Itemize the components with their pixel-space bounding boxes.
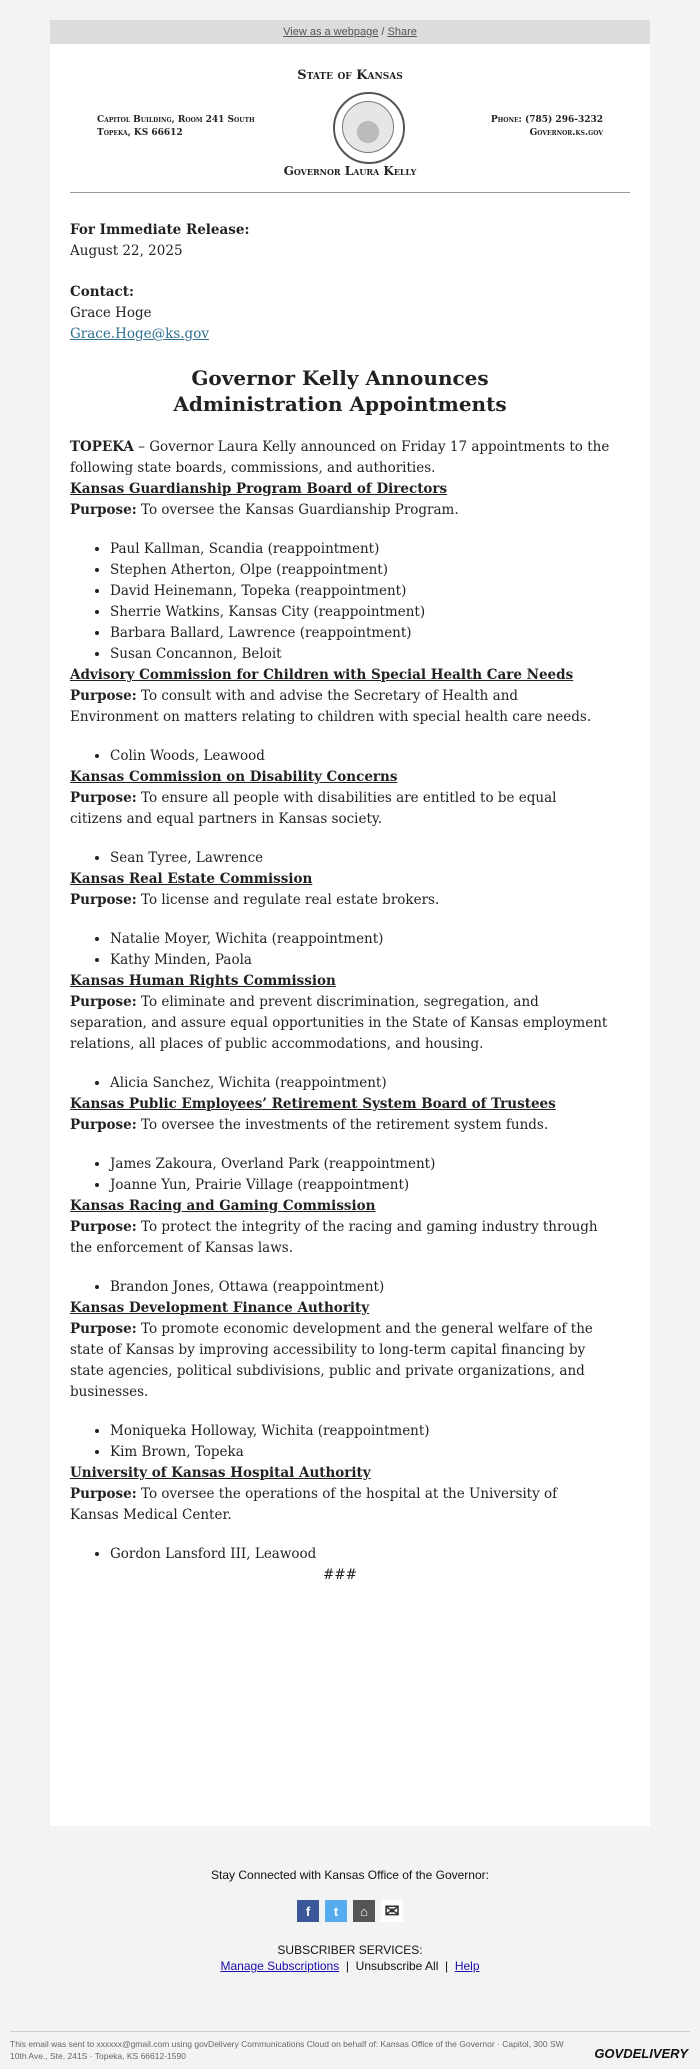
seal-inner-ring bbox=[342, 101, 394, 153]
end-mark: ### bbox=[323, 1567, 357, 1583]
purpose-text: To eliminate and prevent discrimination, segregation, and separation, and assure equal opportunities in the State of Kansas employment relations, all places of public accommodations, and housing. bbox=[70, 994, 608, 1052]
section-title: Advisory Commission for Children with Special Health Care Needs bbox=[70, 667, 574, 683]
appointee-list bbox=[70, 1277, 610, 1298]
appointee-list bbox=[70, 1421, 610, 1463]
appointee-list bbox=[70, 1154, 610, 1196]
state-heading: State of Kansas bbox=[297, 68, 403, 83]
intro-text: – Governor Laura Kelly announced on Friday 17 appointments to the following state boards, commissions, and authorities. bbox=[70, 439, 610, 476]
section-title: Kansas Human Rights Commission bbox=[70, 973, 336, 989]
intro-paragraph bbox=[70, 437, 610, 479]
section-purpose bbox=[70, 992, 610, 1055]
subscriber-services bbox=[0, 1942, 700, 1974]
email-footer bbox=[0, 1868, 700, 1974]
purpose-text: To protect the integrity of the racing and gaming industry through the enforcement of Kansas laws. bbox=[70, 1219, 598, 1256]
appointee-list bbox=[70, 848, 610, 869]
page-title bbox=[70, 365, 610, 417]
website: Governor.ks.gov bbox=[529, 128, 603, 138]
appointee-item: • Kathy Minden, Paola bbox=[110, 950, 610, 971]
purpose-text: To license and regulate real estate brokers. bbox=[136, 892, 440, 908]
purpose-label: Purpose: bbox=[70, 892, 137, 908]
help-link[interactable]: Help bbox=[454, 1959, 480, 1973]
purpose-label: Purpose: bbox=[70, 994, 137, 1010]
capitol-address bbox=[97, 114, 255, 140]
governor-name: Governor Laura Kelly bbox=[283, 164, 417, 178]
topbar-separator: / bbox=[378, 26, 388, 38]
twitter-icon[interactable]: t bbox=[325, 1900, 347, 1922]
section-purpose bbox=[70, 1484, 610, 1526]
purpose-text: To ensure all people with disabilities are entitled to be equal citizens and equal partners in Kansas society. bbox=[70, 790, 557, 827]
section-title: Kansas Guardianship Program Board of Directors bbox=[70, 481, 448, 497]
subscriber-services-label: SUBSCRIBER SERVICES: bbox=[277, 1943, 423, 1957]
purpose-label: Purpose: bbox=[70, 1321, 137, 1337]
letterhead bbox=[70, 44, 630, 194]
title-line-1: Governor Kelly Announces bbox=[191, 366, 489, 390]
section-purpose bbox=[70, 500, 610, 521]
appointee-list bbox=[70, 746, 610, 767]
phone-number: Phone: (785) 296-3232 bbox=[490, 115, 603, 125]
home-icon[interactable]: ⌂ bbox=[353, 1900, 375, 1922]
appointee-item: • Kim Brown, Topeka bbox=[110, 1442, 610, 1463]
view-as-webpage-link[interactable]: View as a webpage bbox=[283, 26, 379, 38]
appointee-list bbox=[70, 929, 610, 971]
purpose-text: To oversee the operations of the hospital at the University of Kansas Medical Center. bbox=[70, 1486, 558, 1523]
section-title: University of Kansas Hospital Authority bbox=[70, 1465, 371, 1481]
appointee-item: • James Zakoura, Overland Park (reappointment) bbox=[110, 1154, 610, 1175]
kansas-seal-icon bbox=[333, 92, 405, 164]
release-date: August 22, 2025 bbox=[70, 243, 183, 259]
appointee-item: • David Heinemann, Topeka (reappointment) bbox=[110, 581, 610, 602]
appointee-item: • Sean Tyree, Lawrence bbox=[110, 848, 610, 869]
section-title: Kansas Development Finance Authority bbox=[70, 1300, 370, 1316]
email-icon[interactable]: ✉ bbox=[381, 1900, 403, 1922]
social-links bbox=[0, 1900, 700, 1922]
share-link[interactable]: Share bbox=[387, 26, 417, 38]
purpose-label: Purpose: bbox=[70, 502, 137, 518]
section-purpose bbox=[70, 1217, 610, 1259]
appointee-list bbox=[70, 539, 610, 665]
purpose-text: To consult with and advise the Secretary of Health and Environment on matters relating to children with special health care needs. bbox=[70, 688, 592, 725]
section-purpose bbox=[70, 788, 610, 830]
appointee-item: • Stephen Atherton, Olpe (reappointment) bbox=[110, 560, 610, 581]
contact-label: Contact: bbox=[70, 284, 134, 300]
section-purpose bbox=[70, 1319, 610, 1403]
view-as-webpage-bar bbox=[50, 20, 650, 44]
purpose-label: Purpose: bbox=[70, 1117, 137, 1133]
address-line-2: Topeka, KS 66612 bbox=[97, 128, 183, 138]
unsubscribe-all-link[interactable]: Unsubscribe All bbox=[355, 1959, 439, 1973]
appointee-item: • Gordon Lansford III, Leawood bbox=[110, 1544, 610, 1565]
email-card bbox=[50, 44, 650, 1826]
appointee-item: • Paul Kallman, Scandia (reappointment) bbox=[110, 539, 610, 560]
purpose-label: Purpose: bbox=[70, 1219, 137, 1235]
dateline-city: TOPEKA bbox=[70, 439, 134, 455]
appointee-item: • Sherrie Watkins, Kansas City (reappointment) bbox=[110, 602, 610, 623]
section-purpose bbox=[70, 890, 610, 911]
appointee-list bbox=[70, 1544, 610, 1565]
release-label: For Immediate Release: bbox=[70, 222, 250, 238]
subscriber-links bbox=[0, 1958, 700, 1974]
appointee-item: • Joanne Yun, Prairie Village (reappointment) bbox=[110, 1175, 610, 1196]
appointee-item: • Susan Concannon, Beloit bbox=[110, 644, 610, 665]
link-separator: | bbox=[438, 1959, 455, 1973]
contact-name: Grace Hoge bbox=[70, 305, 152, 321]
manage-subscriptions-link[interactable]: Manage Subscriptions bbox=[220, 1959, 340, 1973]
section-title: Kansas Commission on Disability Concerns bbox=[70, 769, 398, 785]
appointee-item: • Colin Woods, Leawood bbox=[110, 746, 610, 767]
appointee-item: • Natalie Moyer, Wichita (reappointment) bbox=[110, 929, 610, 950]
govdelivery-logo: GOVDELIVERY bbox=[594, 2046, 688, 2061]
header-divider bbox=[70, 192, 630, 193]
purpose-label: Purpose: bbox=[70, 790, 137, 806]
section-purpose bbox=[70, 686, 610, 728]
appointee-item: • Alicia Sanchez, Wichita (reappointment) bbox=[110, 1073, 610, 1094]
legal-notice: This email was sent to xxxxxx@gmail.com using govDelivery Communications Cloud on behalf of: Kansas Office of the Governor · Capitol, 300 SW 10th Ave., Ste. 241S · Topeka, KS 66612-1590 bbox=[10, 2039, 564, 2061]
address-line-1: Capitol Building, Room 241 South bbox=[97, 115, 255, 125]
stay-connected-text: Stay Connected with Kansas Office of the Governor: bbox=[211, 1868, 489, 1882]
purpose-text: To oversee the investments of the retirement system funds. bbox=[136, 1117, 549, 1133]
press-release-body bbox=[70, 220, 610, 1586]
link-separator: | bbox=[339, 1959, 356, 1973]
purpose-text: To promote economic development and the general welfare of the state of Kansas by improving accessibility to long-term capital financing by state agencies, political subdivisions, public and private organizations, and businesses. bbox=[70, 1321, 593, 1400]
appointee-item: • Barbara Ballard, Lawrence (reappointment) bbox=[110, 623, 610, 644]
contact-email-link[interactable]: Grace.Hoge@ks.gov bbox=[70, 326, 209, 342]
contact-info bbox=[491, 114, 603, 140]
appointee-list bbox=[70, 1073, 610, 1094]
section-title: Kansas Public Employees’ Retirement System Board of Trustees bbox=[70, 1096, 556, 1112]
purpose-text: To oversee the Kansas Guardianship Program. bbox=[136, 502, 459, 518]
section-title: Kansas Racing and Gaming Commission bbox=[70, 1198, 376, 1214]
purpose-label: Purpose: bbox=[70, 688, 137, 704]
facebook-icon[interactable]: f bbox=[297, 1900, 319, 1922]
title-line-2: Administration Appointments bbox=[173, 392, 507, 416]
footer-divider bbox=[10, 2031, 690, 2032]
appointee-item: • Brandon Jones, Ottawa (reappointment) bbox=[110, 1277, 610, 1298]
appointee-item: • Moniqueka Holloway, Wichita (reappointment) bbox=[110, 1421, 610, 1442]
purpose-label: Purpose: bbox=[70, 1486, 137, 1502]
appointment-sections bbox=[70, 479, 610, 1565]
section-purpose bbox=[70, 1115, 610, 1136]
section-title: Kansas Real Estate Commission bbox=[70, 871, 313, 887]
